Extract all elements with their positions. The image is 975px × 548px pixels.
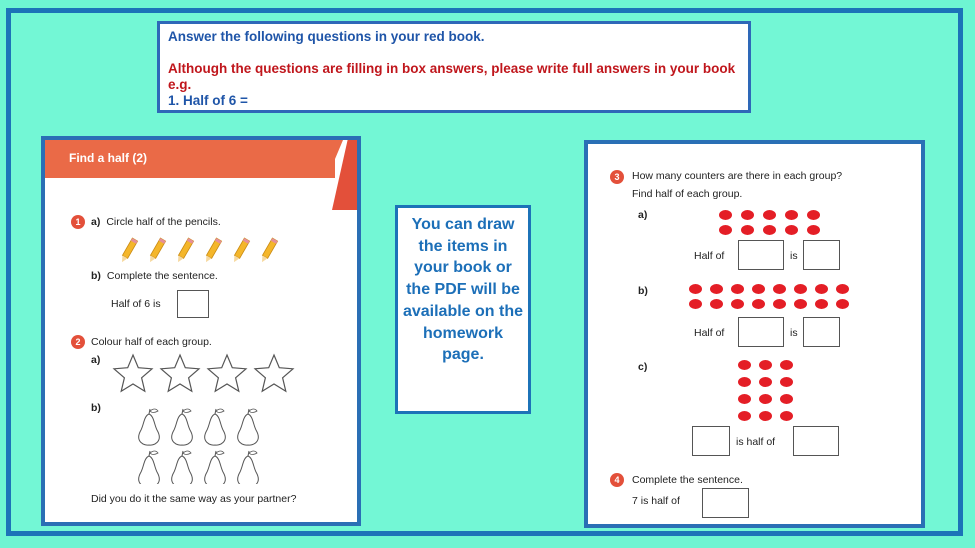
pencil-icon [231,238,249,264]
star-icon[interactable] [114,355,152,391]
pear-icon[interactable] [238,409,259,445]
counter-dot [741,210,754,220]
counter-dot [773,299,786,309]
answer-box-3b-1[interactable] [738,317,784,347]
counter-dot [738,394,751,404]
answer-box-1b[interactable] [177,290,209,318]
counter-dot [710,299,723,309]
question-2-text: Colour half of each group. [91,336,212,348]
pear-icon[interactable] [139,409,160,445]
question-3b-label: b) [638,285,648,297]
counter-dot [741,225,754,235]
counter-dot [759,360,772,370]
is-label-a: is [790,250,798,262]
counter-dot [719,225,732,235]
pear-icon[interactable] [139,451,160,484]
counter-dot [689,299,702,309]
pear-icon[interactable] [172,451,193,484]
answer-box-3c-2[interactable] [793,426,839,456]
counter-dot [738,377,751,387]
counter-dot [780,411,793,421]
pear-icon[interactable] [238,451,259,484]
right-worksheet [584,140,925,528]
instruction-line-1: Answer the following questions in your red book. [168,29,485,44]
counter-dot [807,210,820,220]
pencil-icon [147,238,165,264]
question-3c-label: c) [638,361,648,373]
instruction-line-2: Although the questions are filling in box answers, please write full answers in your book e.g. [168,61,736,92]
counter-dot [752,284,765,294]
worksheet-title: Find a half (2) [69,151,147,165]
counter-dot [759,377,772,387]
question-1-badge: 1 [71,215,85,229]
star-icon[interactable] [208,355,246,391]
answer-box-3c-1[interactable] [692,426,730,456]
question-1b-text: b) Complete the sentence. [91,270,218,282]
counter-dot [794,284,807,294]
counter-dot [763,225,776,235]
question-3-badge: 3 [610,170,624,184]
pear-icon[interactable] [172,409,193,445]
question-2-badge: 2 [71,335,85,349]
sentence-half-of-6: Half of 6 is [111,298,161,310]
pencil-icon [119,238,137,264]
question-3-line-2: Find half of each group. [632,188,743,200]
counter-dot [710,284,723,294]
pencils-group [117,236,289,264]
question-1a-text: a) Circle half of the pencils. [91,216,221,228]
counter-dot [836,299,849,309]
pears-group [135,404,275,484]
note-box: You can draw the items in your book or the PDF will be available on the homework page. [395,205,531,414]
counter-dot [738,411,751,421]
answer-box-3a-1[interactable] [738,240,784,270]
counter-dot [815,299,828,309]
star-icon[interactable] [161,355,199,391]
star-icon[interactable] [255,355,293,391]
counter-dot [738,360,751,370]
counter-dot [785,210,798,220]
counter-dot [719,210,732,220]
question-3-line-1: How many counters are there in each group? [632,170,843,182]
pencil-icon [175,238,193,264]
answer-box-3b-2[interactable] [803,317,840,347]
counter-dot [780,377,793,387]
counter-dot [763,210,776,220]
counter-dot [759,394,772,404]
counter-dot [794,299,807,309]
sentence-7-is-half-of: 7 is half of [632,495,680,507]
pencil-icon [203,238,221,264]
worksheet-footer-question: Did you do it the same way as your partner? [91,493,297,505]
question-4-badge: 4 [610,473,624,487]
stars-group [111,353,301,393]
counter-dot [780,360,793,370]
counter-dot [785,225,798,235]
half-of-label-a: Half of [694,250,725,262]
pear-icon[interactable] [205,451,226,484]
counter-dot [773,284,786,294]
counter-dot [752,299,765,309]
counter-dot [815,284,828,294]
counter-dot [731,284,744,294]
question-2a-label: a) [91,354,101,366]
is-half-of-label-c: is half of [736,436,776,448]
answer-box-3a-2[interactable] [803,240,840,270]
question-4-text: Complete the sentence. [632,474,743,486]
counter-dot [807,225,820,235]
question-3a-label: a) [638,209,648,221]
counter-dot [689,284,702,294]
instruction-example: 1. Half of 6 = [168,93,248,108]
left-worksheet [41,136,361,526]
counter-dot [836,284,849,294]
instructions-box [157,21,751,113]
question-2b-label: b) [91,402,101,414]
counter-dot [759,411,772,421]
counter-dot [731,299,744,309]
pear-icon[interactable] [205,409,226,445]
pencil-icon [259,238,277,264]
half-of-label-b: Half of [694,327,725,339]
answer-box-4[interactable] [702,488,749,518]
is-label-b: is [790,327,798,339]
counter-dot [780,394,793,404]
